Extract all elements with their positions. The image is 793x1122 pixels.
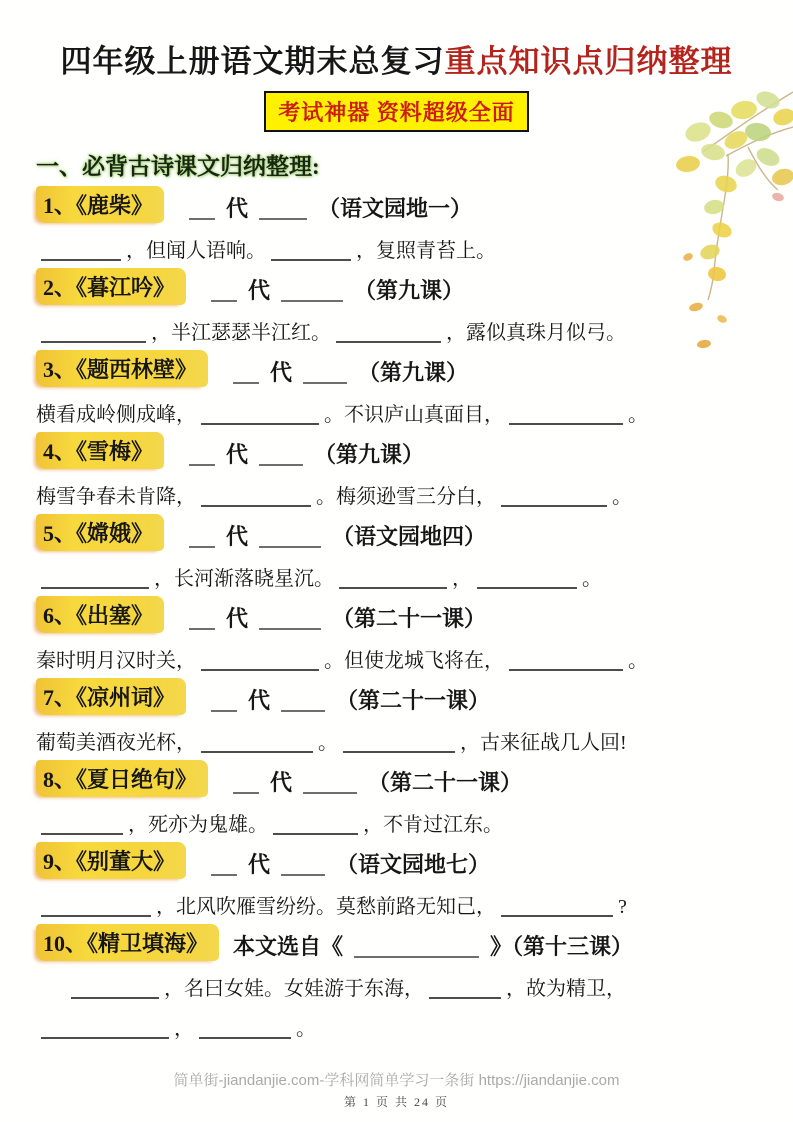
section-heading: 一、必背古诗课文归纳整理: bbox=[36, 154, 320, 179]
text-segment: 代 bbox=[248, 278, 271, 303]
fill-in-blank bbox=[339, 567, 447, 589]
text-segment: （第九课） bbox=[314, 442, 425, 467]
fill-in-blank bbox=[189, 526, 215, 548]
text-segment: （第二十一课） bbox=[332, 606, 487, 631]
poem-item-header bbox=[36, 929, 757, 961]
fill-in-blank bbox=[233, 772, 259, 794]
text-segment: ，但闻人语响。 bbox=[126, 240, 266, 262]
text-segment: ? bbox=[618, 896, 627, 918]
fill-in-blank bbox=[303, 772, 357, 794]
text-segment: （第二十一课） bbox=[336, 688, 491, 713]
worksheet-content bbox=[0, 36, 793, 1041]
fill-in-blank bbox=[429, 977, 501, 999]
fill-in-blank bbox=[477, 567, 577, 589]
page-title-red-part: 重点知识点归纳整理 bbox=[444, 44, 733, 79]
poem-item-line bbox=[36, 643, 757, 673]
fill-in-blank bbox=[343, 731, 455, 753]
text-segment: ，复照青苔上。 bbox=[356, 240, 496, 262]
fill-in-blank bbox=[354, 936, 479, 958]
text-segment: 。 bbox=[318, 732, 338, 754]
fill-in-blank bbox=[41, 567, 149, 589]
fill-in-blank bbox=[281, 280, 343, 302]
page-title bbox=[36, 36, 757, 81]
poem-item bbox=[36, 355, 757, 427]
text-segment: 。 bbox=[612, 486, 632, 508]
fill-in-blank bbox=[199, 1017, 291, 1039]
poem-item-line bbox=[36, 725, 757, 755]
text-segment: ，名曰女娃。女娃游于东海， bbox=[164, 978, 424, 1000]
poem-item bbox=[36, 683, 757, 755]
poem-item bbox=[36, 437, 757, 509]
poem-item-header bbox=[36, 519, 757, 551]
fill-in-blank bbox=[501, 895, 613, 917]
poem-item-line bbox=[36, 561, 757, 591]
text-segment: 。不识庐山真面目， bbox=[324, 404, 504, 426]
text-segment: 代 bbox=[248, 852, 271, 877]
poem-item-line bbox=[36, 1011, 757, 1041]
text-segment: ，半江瑟瑟半江红。 bbox=[151, 322, 331, 344]
poem-item-header bbox=[36, 437, 757, 469]
poem-title-highlight: 6、《出塞》 bbox=[36, 596, 164, 633]
fill-in-blank bbox=[336, 321, 441, 343]
poem-title-highlight: 10、《精卫填海》 bbox=[36, 924, 219, 961]
fill-in-blank bbox=[211, 280, 237, 302]
fill-in-blank bbox=[281, 854, 325, 876]
text-segment: 代 bbox=[270, 770, 293, 795]
text-segment: 梅雪争春未肯降， bbox=[36, 486, 196, 508]
text-segment: 代 bbox=[226, 524, 249, 549]
poem-title-highlight: 5、《嫦娥》 bbox=[36, 514, 164, 551]
poem-item-header bbox=[36, 683, 757, 715]
fill-in-blank bbox=[201, 403, 319, 425]
poem-item-header bbox=[36, 191, 757, 223]
text-segment: （第二十一课） bbox=[368, 770, 523, 795]
text-segment: ， bbox=[174, 1018, 194, 1040]
text-segment: 代 bbox=[270, 360, 293, 385]
poem-title-highlight: 8、《夏日绝句》 bbox=[36, 760, 208, 797]
fill-in-blank bbox=[259, 444, 303, 466]
text-segment: 秦时明月汉时关， bbox=[36, 650, 196, 672]
page-footer bbox=[0, 1069, 793, 1110]
poem-title-highlight: 2、《暮江吟》 bbox=[36, 268, 186, 305]
fill-in-blank bbox=[41, 813, 123, 835]
poem-title-highlight: 3、《题西林壁》 bbox=[36, 350, 208, 387]
fill-in-blank bbox=[211, 854, 237, 876]
text-segment: 。但使龙城飞将在， bbox=[324, 650, 504, 672]
poem-item-list bbox=[36, 191, 757, 1041]
poem-item bbox=[36, 847, 757, 919]
fill-in-blank bbox=[509, 649, 623, 671]
poem-item bbox=[36, 519, 757, 591]
fill-in-blank bbox=[41, 239, 121, 261]
text-segment: ，露似真珠月似弓。 bbox=[446, 322, 626, 344]
exam-tool-banner: 考试神器 资料超级全面 bbox=[264, 91, 529, 132]
poem-title-highlight: 1、《鹿柴》 bbox=[36, 186, 164, 223]
footer-page-number: 第 1 页 共 24 页 bbox=[343, 1095, 449, 1109]
poem-item-line bbox=[36, 397, 757, 427]
fill-in-blank bbox=[201, 649, 319, 671]
footer-site-text: 简单街-jiandanjie.com-学科网简单学习一条街 https://jiandanjie.com bbox=[173, 1072, 620, 1089]
text-segment: 代 bbox=[226, 196, 249, 221]
fill-in-blank bbox=[211, 690, 237, 712]
text-segment: 代 bbox=[226, 606, 249, 631]
poem-item-header bbox=[36, 601, 757, 633]
text-segment: 葡萄美酒夜光杯， bbox=[36, 732, 196, 754]
poem-item-header bbox=[36, 765, 757, 797]
fill-in-blank bbox=[273, 813, 358, 835]
fill-in-blank bbox=[201, 485, 311, 507]
text-segment: 。 bbox=[628, 650, 648, 672]
fill-in-blank bbox=[189, 608, 215, 630]
poem-title-highlight: 7、《凉州词》 bbox=[36, 678, 186, 715]
text-segment: （第九课） bbox=[358, 360, 469, 385]
fill-in-blank bbox=[259, 198, 307, 220]
poem-item-line bbox=[36, 479, 757, 509]
poem-item-line bbox=[36, 807, 757, 837]
fill-in-blank bbox=[189, 444, 215, 466]
text-segment: 代 bbox=[226, 442, 249, 467]
text-segment: （语文园地一） bbox=[318, 196, 473, 221]
text-segment: ， bbox=[452, 568, 472, 590]
text-segment: ，北风吹雁雪纷纷。莫愁前路无知己， bbox=[156, 896, 496, 918]
text-segment: ，死亦为鬼雄。 bbox=[128, 814, 268, 836]
text-segment: 本文选自《 bbox=[233, 934, 344, 959]
text-segment: （语文园地七） bbox=[336, 852, 491, 877]
poem-item bbox=[36, 191, 757, 263]
fill-in-blank bbox=[233, 362, 259, 384]
fill-in-blank bbox=[41, 895, 151, 917]
text-segment: 。 bbox=[296, 1018, 316, 1040]
poem-item-line bbox=[36, 971, 757, 1001]
fill-in-blank bbox=[509, 403, 623, 425]
poem-item bbox=[36, 929, 757, 1041]
fill-in-blank bbox=[271, 239, 351, 261]
fill-in-blank bbox=[259, 526, 321, 548]
fill-in-blank bbox=[281, 690, 325, 712]
poem-item-line bbox=[36, 315, 757, 345]
fill-in-blank bbox=[189, 198, 215, 220]
poem-item-line bbox=[36, 889, 757, 919]
text-segment: 。 bbox=[628, 404, 648, 426]
text-segment: （语文园地四） bbox=[332, 524, 487, 549]
poem-item-line bbox=[36, 233, 757, 263]
fill-in-blank bbox=[501, 485, 607, 507]
poem-item bbox=[36, 765, 757, 837]
text-segment: ，古来征战几人回! bbox=[460, 732, 627, 754]
poem-title-highlight: 4、《雪梅》 bbox=[36, 432, 164, 469]
fill-in-blank bbox=[259, 608, 321, 630]
text-segment: 代 bbox=[248, 688, 271, 713]
poem-title-highlight: 9、《别董大》 bbox=[36, 842, 186, 879]
text-segment: 。 bbox=[582, 568, 602, 590]
poem-item-header bbox=[36, 847, 757, 879]
fill-in-blank bbox=[303, 362, 347, 384]
fill-in-blank bbox=[71, 977, 159, 999]
poem-item-header bbox=[36, 355, 757, 387]
text-segment: 横看成岭侧成峰， bbox=[36, 404, 196, 426]
fill-in-blank bbox=[41, 321, 146, 343]
text-segment: （第九课） bbox=[354, 278, 465, 303]
text-segment: ，长河渐落晓星沉。 bbox=[154, 568, 334, 590]
text-segment: 》（第十三课） bbox=[490, 934, 634, 959]
poem-item-header bbox=[36, 273, 757, 305]
fill-in-blank bbox=[201, 731, 313, 753]
text-segment: 。梅须逊雪三分白， bbox=[316, 486, 496, 508]
poem-item bbox=[36, 273, 757, 345]
text-segment: ，故为精卫， bbox=[506, 978, 626, 1000]
text-segment: ，不肯过江东。 bbox=[363, 814, 503, 836]
fill-in-blank bbox=[41, 1017, 169, 1039]
poem-item bbox=[36, 601, 757, 673]
page-title-black-part: 四年级上册语文期末总复习 bbox=[60, 44, 445, 79]
